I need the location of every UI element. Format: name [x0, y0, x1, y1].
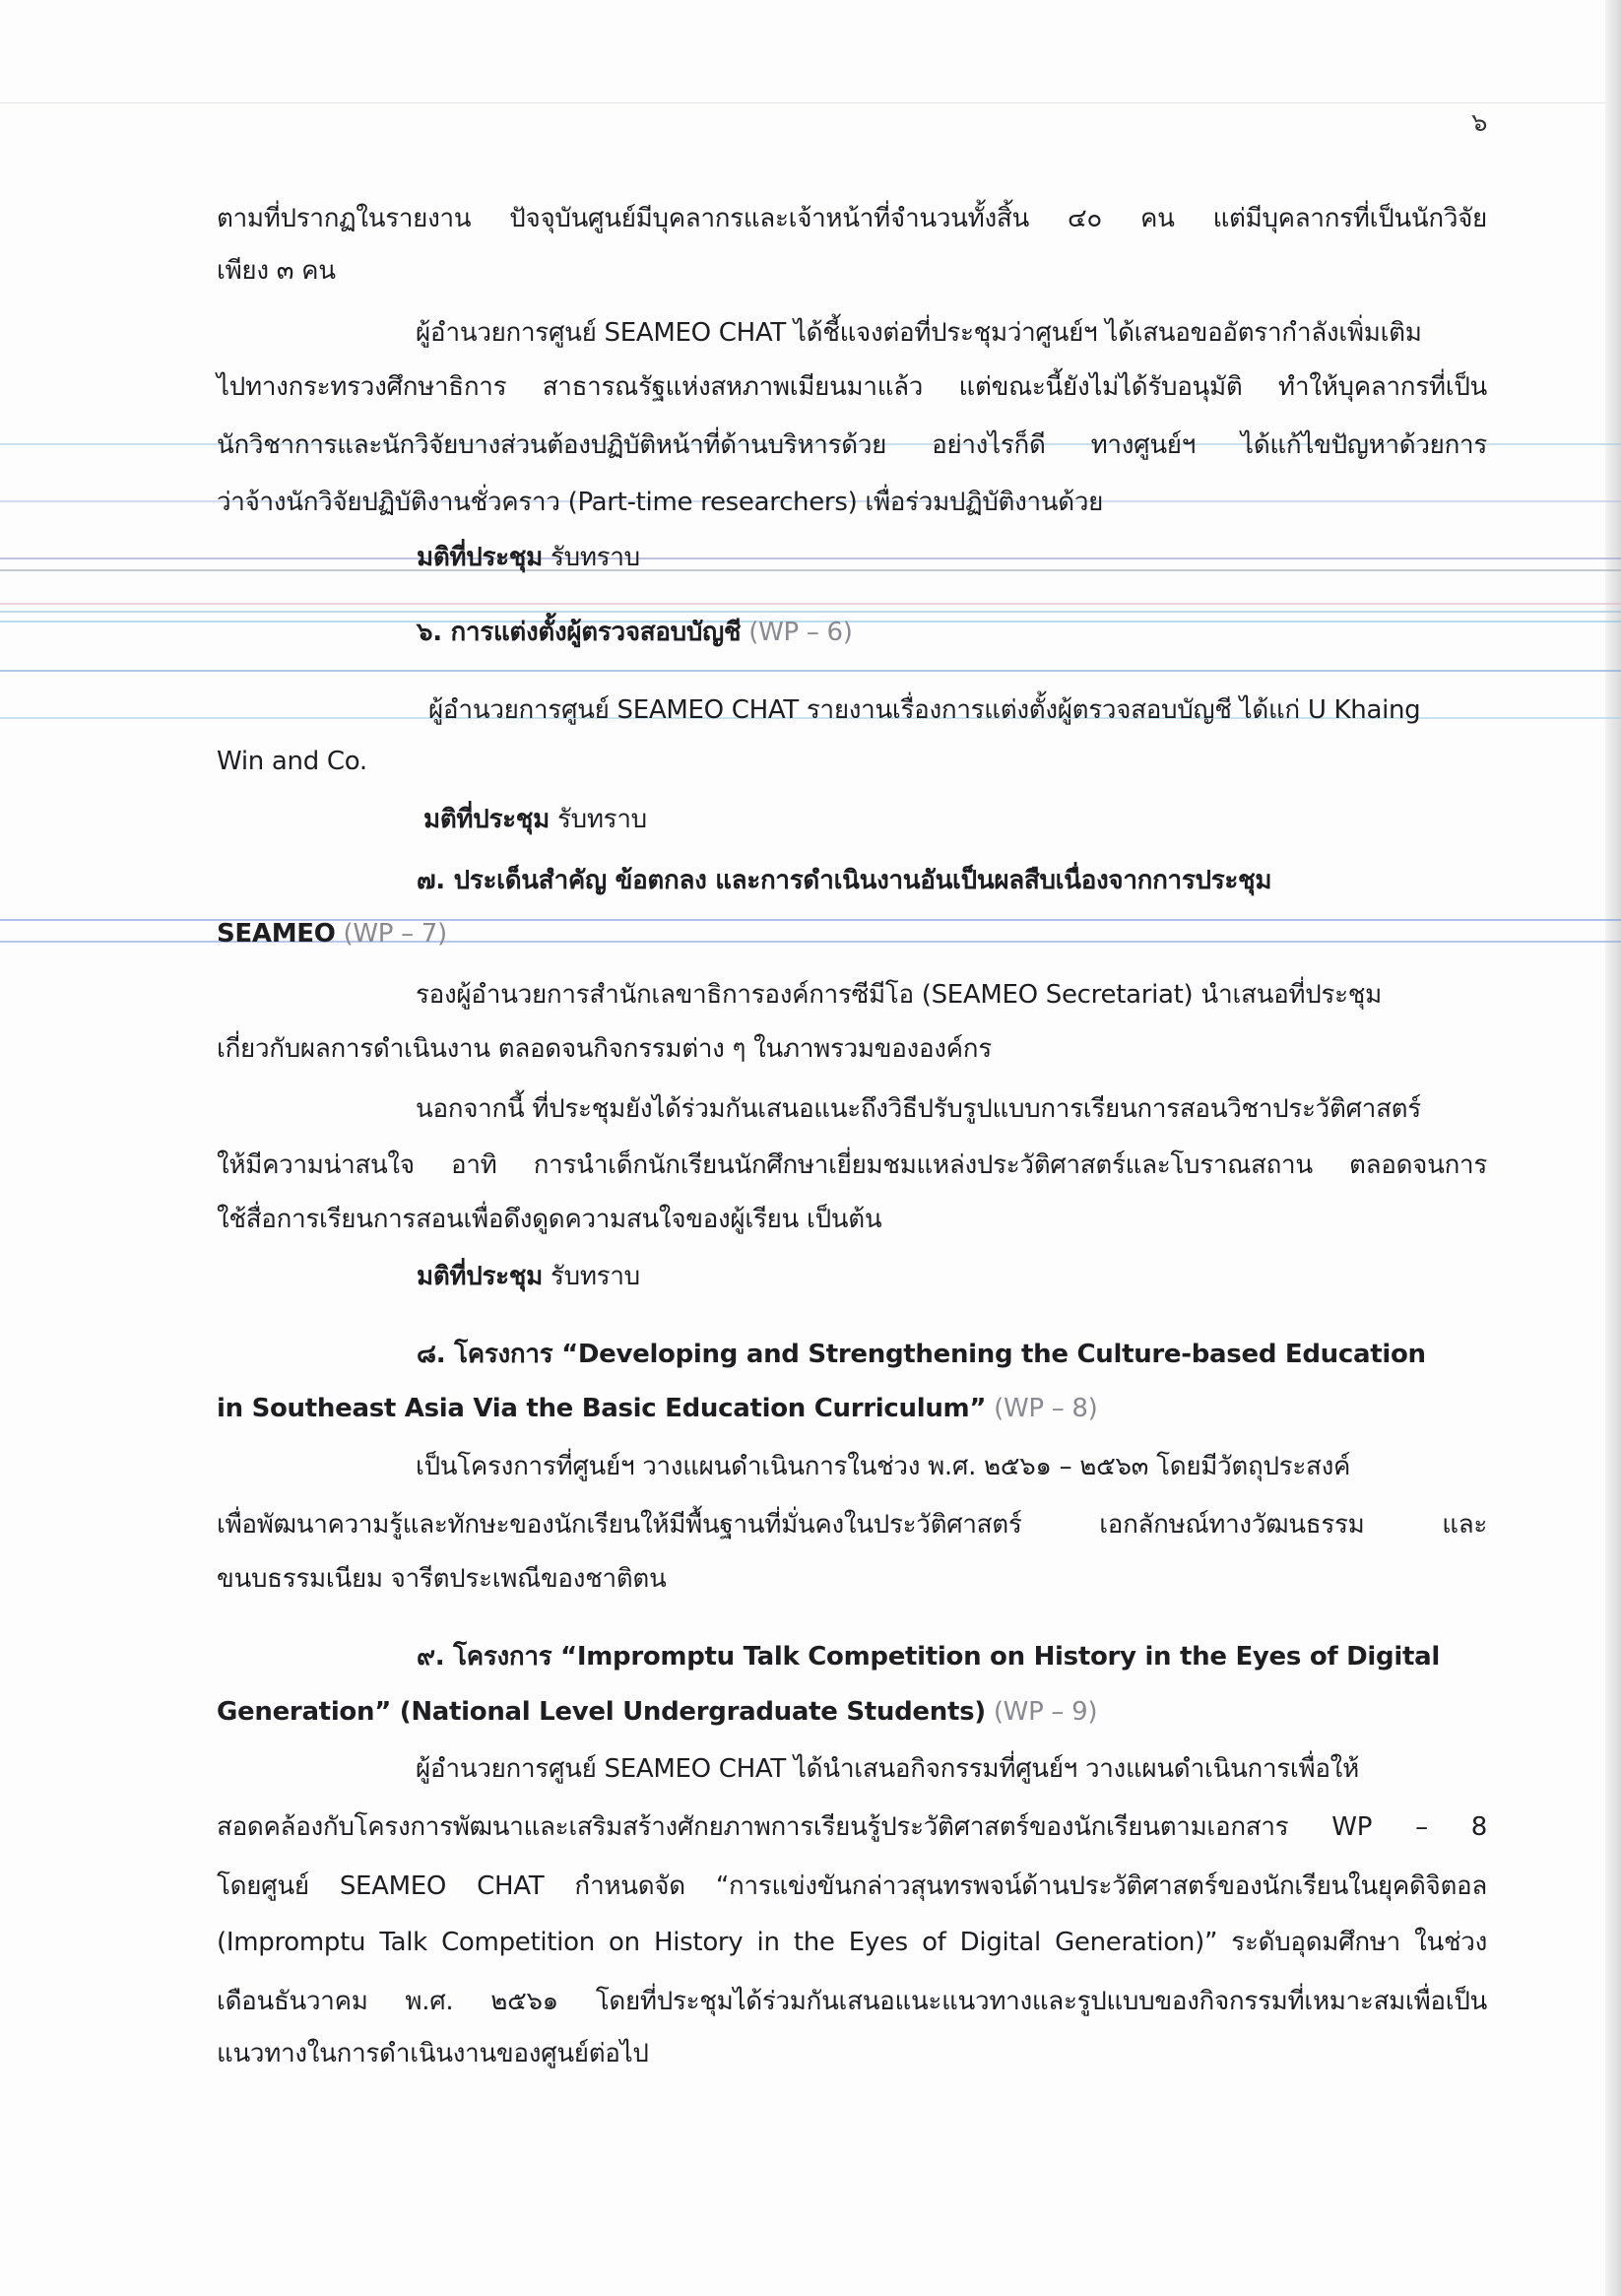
text-line: [217, 428, 1487, 462]
text-line: [217, 254, 336, 288]
bold-text: ๖. การแต่งตั้งผู้ตรวจสอบบัญชี: [417, 618, 742, 647]
text-line: [417, 864, 1271, 897]
text-line: [417, 1338, 1426, 1371]
text-line: [416, 978, 1382, 1012]
body-text: เป็นโครงการที่ศูนย์ฯ วางแผนดำเนินการในช่วง พ.ศ. ๒๕๖๑ – ๒๕๖๓ โดยมีวัตถุประสงค์: [416, 1452, 1351, 1481]
text-line: [217, 1985, 1487, 2018]
reference-code: (WP – 7): [335, 919, 447, 949]
body-text: ให้มีความน่าสนใจ อาทิ การนำเด็กนักเรียนนักศึกษาเยี่ยมชมแหล่งประวัติศาสตร์และโบราณสถาน ตลอดจนการ: [217, 1150, 1487, 1180]
body-text: แนวทางในการดำเนินงานของศูนย์ต่อไป: [217, 2039, 649, 2068]
text-line: [217, 1032, 992, 1066]
text-line: [428, 693, 1420, 727]
page-edge-shadow: [1605, 0, 1621, 2296]
body-text: รับทราบ: [542, 1262, 640, 1291]
text-line: [417, 541, 640, 574]
text-line: [217, 202, 1487, 235]
scan-line: [0, 603, 1621, 605]
text-line: [417, 1260, 640, 1293]
text-line: [217, 1508, 1487, 1542]
body-text: นอกจากนี้ ที่ประชุมยังได้ร่วมกันเสนอแนะถึงวิธีปรับรูปแบบการเรียนการสอนวิชาประวัติศาสตร์: [416, 1094, 1421, 1124]
text-line: [416, 1092, 1421, 1126]
body-text: ใช้สื่อการเรียนการสอนเพื่อดึงดูดความสนใจของผู้เรียน เป็นต้น: [217, 1205, 882, 1234]
text-line: [217, 1870, 1487, 1903]
body-text: (Impromptu Talk Competition on History in the Eyes of Digital Generation)” ระดับอุดมศึกษา ในช่วง: [217, 1928, 1487, 1957]
reference-code: (WP – 6): [741, 618, 853, 647]
body-text: ผู้อำนวยการศูนย์ SEAMEO CHAT รายงานเรื่องการแต่งตั้งผู้ตรวจสอบบัญชี ได้แก่ U Khaing: [428, 695, 1421, 725]
bold-text: ๙. โครงการ “Impromptu Talk Competition on History in the Eyes of Digital: [417, 1642, 1440, 1672]
text-line: [416, 1450, 1350, 1483]
scan-top-line: [0, 102, 1605, 103]
body-text: รองผู้อำนวยการสำนักเลขาธิการองค์การซีมีโอ (SEAMEO Secretariat) นำเสนอที่ประชุม: [416, 980, 1382, 1010]
scan-line: [0, 569, 1621, 571]
body-text: ว่าจ้างนักวิจัยปฏิบัติงานชั่วคราว (Part-time researchers) เพื่อร่วมปฏิบัติงานด้วย: [217, 488, 1104, 517]
text-line: [217, 1810, 1487, 1844]
text-line: [217, 917, 447, 951]
body-text: เพียง ๓ คน: [217, 256, 336, 286]
text-line: [217, 2037, 649, 2070]
text-line: [416, 1752, 1359, 1786]
bold-text: มติที่ประชุม: [417, 543, 543, 572]
text-line: [417, 1640, 1440, 1673]
text-line: [217, 486, 1103, 519]
reference-code: (WP – 8): [986, 1394, 1098, 1423]
text-line: [217, 370, 1487, 404]
body-text: ตามที่ปรากฏในรายงาน ปัจจุบันศูนย์มีบุคลากรและเจ้าหน้าที่จำนวนทั้งสิ้น ๔๐ คน แต่มีบุคลากรที่เป็นนักวิจัย: [217, 204, 1487, 233]
body-text: เดือนธันวาคม พ.ศ. ๒๕๖๑ โดยที่ประชุมได้ร่วมกันเสนอแนะแนวทางและรูปแบบของกิจกรรมที่เหมาะสมเพื่อเป็น: [217, 1987, 1487, 2016]
bold-text: ๗. ประเด็นสำคัญ ข้อตกลง และการดำเนินงานอันเป็นผลสืบเนื่องจากการประชุม: [417, 866, 1272, 895]
bold-text: Generation” (National Level Undergraduate Students): [217, 1697, 986, 1727]
body-text: Win and Co.: [217, 747, 367, 776]
page-number: ๖: [1471, 108, 1488, 138]
text-line: [416, 316, 1422, 350]
body-text: โดยศูนย์ SEAMEO CHAT กำหนดจัด “การแข่งขันกล่าวสุนทรพจน์ด้านประวัติศาสตร์ของนักเรียนในยุคดิจิตอล: [217, 1871, 1487, 1901]
text-line: [217, 745, 367, 778]
text-line: [423, 803, 647, 836]
text-line: [217, 1392, 1097, 1425]
body-text: ผู้อำนวยการศูนย์ SEAMEO CHAT ได้ชี้แจงต่อที่ประชุมว่าศูนย์ฯ ได้เสนอขออัตรากำลังเพิ่มเติม: [416, 318, 1422, 348]
text-line: [417, 616, 853, 649]
scan-line: [0, 670, 1621, 672]
body-text: ขนบธรรมเนียม จารีตประเพณีของชาติตน: [217, 1564, 667, 1594]
bold-text: มติที่ประชุม: [423, 805, 550, 834]
body-text: ไปทางกระทรวงศึกษาธิการ สาธารณรัฐแห่งสหภาพเมียนมาแล้ว แต่ขณะนี้ยังไม่ได้รับอนุมัติ ทำให้บุคลากรที่เป็น: [217, 372, 1487, 402]
text-line: [217, 1695, 1097, 1729]
text-line: [217, 1203, 881, 1236]
text-line: [217, 1562, 666, 1596]
text-line: [217, 1148, 1487, 1182]
body-text: รับทราบ: [542, 543, 640, 572]
body-text: เพื่อพัฒนาความรู้และทักษะของนักเรียนให้มีพื้นฐานที่มั่นคงในประวัติศาสตร์ เอกลักษณ์ทางวัฒนธรรม และ: [217, 1510, 1487, 1540]
body-text: นักวิชาการและนักวิจัยบางส่วนต้องปฏิบัติหน้าที่ด้านบริหารด้วย อย่างไรก็ดี ทางศูนย์ฯ ได้แก้ไขปัญหาด้วยการ: [217, 430, 1487, 460]
scan-line: [0, 558, 1621, 559]
reference-code: (WP – 9): [985, 1697, 1098, 1727]
bold-text: in Southeast Asia Via the Basic Education Curriculum”: [217, 1394, 987, 1423]
body-text: รับทราบ: [549, 805, 647, 834]
body-text: เกี่ยวกับผลการดำเนินงาน ตลอดจนกิจกรรมต่าง ๆ ในภาพรวมขององค์กร: [217, 1034, 992, 1064]
bold-text: SEAMEO: [217, 919, 336, 949]
bold-text: มติที่ประชุม: [417, 1262, 543, 1291]
body-text: สอดคล้องกับโครงการพัฒนาและเสริมสร้างศักยภาพการเรียนรู้ประวัติศาสตร์ของนักเรียนตามเอกสาร WP – 8: [217, 1812, 1487, 1842]
text-line: [217, 1926, 1487, 1959]
scan-line: [0, 611, 1621, 613]
body-text: ผู้อำนวยการศูนย์ SEAMEO CHAT ได้นำเสนอกิจกรรมที่ศูนย์ฯ วางแผนดำเนินการเพื่อให้: [416, 1754, 1359, 1784]
bold-text: ๘. โครงการ “Developing and Strengthening the Culture-based Education: [417, 1340, 1426, 1369]
